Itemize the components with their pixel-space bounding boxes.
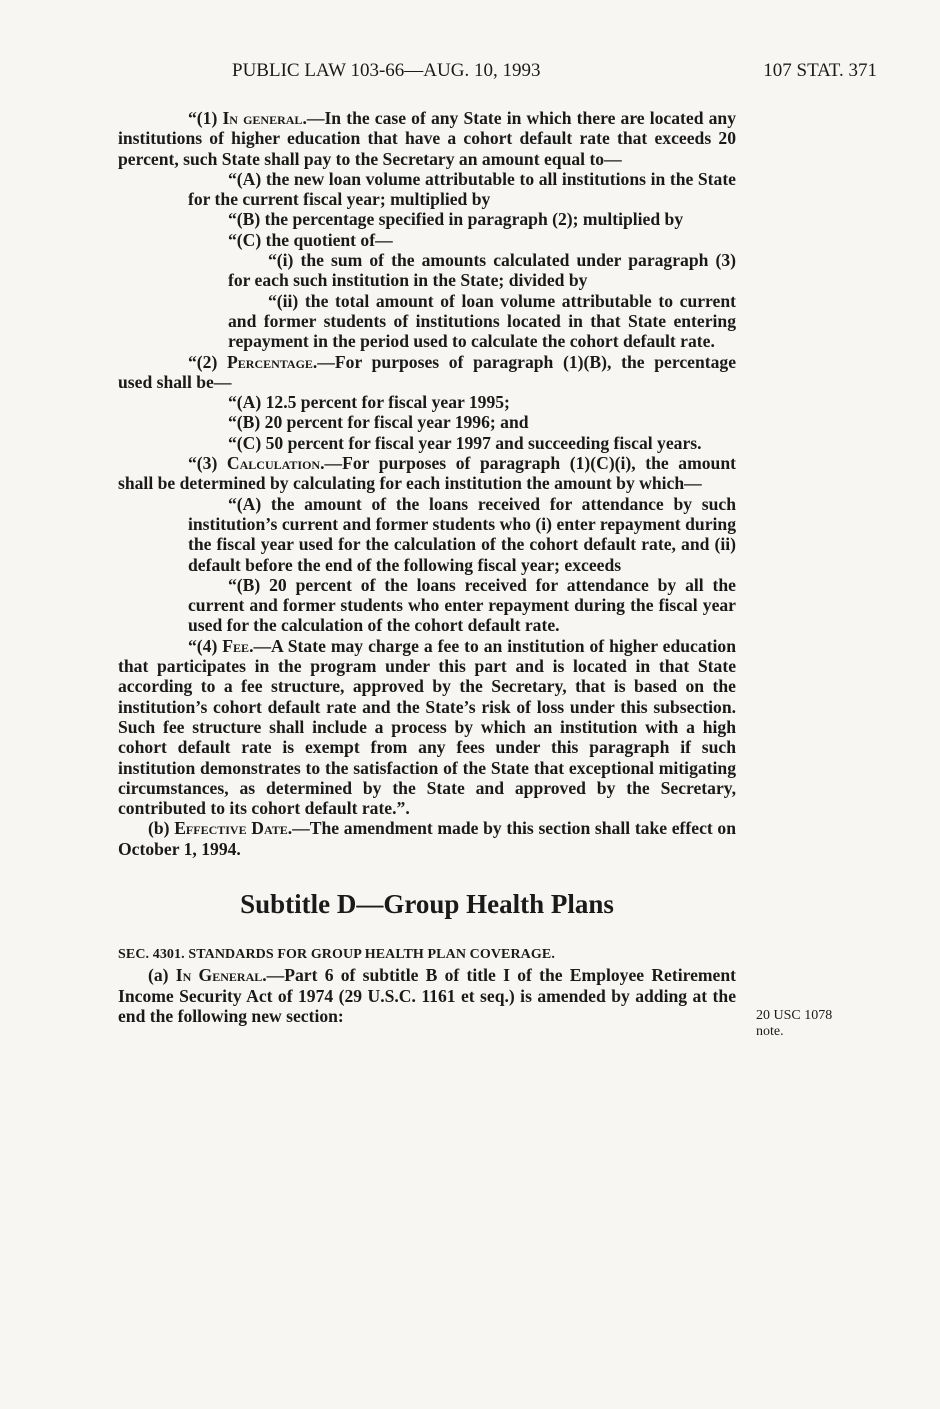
paragraph-2: “(2) Percentage.—For purposes of paragraph (1)(B), the percentage used shall be— (118, 351, 737, 392)
paragraph-3: “(3) Calculation.—For purposes of paragraph (1)(C)(i), the amount shall be determined by calculating for each institution the amount by which— (118, 453, 736, 494)
header-stat-page: 107 STAT. 371 (763, 60, 877, 81)
paragraph-3-b: “(B) 20 percent of the loans received for attendance by all the current and former students who enter repayment during the fiscal year used for the calculation of the cohort default rate. (188, 574, 736, 636)
paragraph-1-c-ii: “(ii) the total amount of loan volume attributable to current and former students of institutions located in that State entering repayment in the period used to calculate the cohort default rate. (228, 290, 736, 352)
paragraph-3-a: “(A) the amount of the loans received for attendance by such institution’s current and former students who (i) enter repayment during the fiscal year used for the calculation of the cohort default rate, and (ii) default before the end of the following fiscal year; exceeds (188, 493, 736, 575)
paragraph-1-heading: In general (222, 108, 303, 128)
paragraph-2-b: “(B) 20 percent for fiscal year 1996; and (228, 412, 529, 433)
margin-note-line-2: note. (756, 1024, 784, 1039)
paragraph-2-heading: Percentage (227, 351, 313, 372)
paragraph-2-c: “(C) 50 percent for fiscal year 1997 and succeeding fiscal years. (228, 432, 702, 453)
paragraph-4-heading: Fee (222, 635, 250, 656)
paragraph-1: “(1) In general.—In the case of any State in which there are located any institutions of higher education that have a cohort default rate that exceeds 20 percent, such State shall pay to the Secretary an amount equal to— (118, 108, 736, 169)
paragraph-3-heading: Calculation (226, 453, 321, 474)
paragraph-1-a: “(A) the new loan volume attributable to all institutions in the State for the current fiscal year; multiplied by (188, 168, 736, 210)
paragraph-2-a: “(A) 12.5 percent for fiscal year 1995; (228, 392, 510, 413)
paragraph-1-b: “(B) the percentage specified in paragraph (2); multiplied by (228, 209, 684, 230)
paragraph-1-c: “(C) the quotient of— (228, 229, 393, 250)
margin-note-line-1: 20 USC 1078 (756, 1008, 833, 1023)
paragraph-4: “(4) Fee.—A State may charge a fee to an institution of higher education that participates in the program under this part and is located in that State according to a fee structure, approved by the Secretary, that is based on the institution’s cohort default rate and the State’s risk of loss under this subsection. Such fee structure shall include a process by which an institution with a high cohort default rate is exempt from any fees under this paragraph if such institution demonstrates to the satisfaction of the State that exceptional mitigating circumstances, as determined by the State and approved by the Secretary, contributed to its cohort default rate.”. (118, 635, 736, 819)
subsection-a-heading: In General (175, 965, 263, 986)
body-text (118, 108, 736, 1026)
paragraph-1-c-i: “(i) the sum of the amounts calculated under paragraph (3) for each such institution in the State; divided by (228, 250, 736, 291)
header-title: PUBLIC LAW 103-66—AUG. 10, 1993 (232, 60, 541, 81)
subsection-a: (a) In General.—Part 6 of subtitle B of title I of the Employee Retirement Income Security Act of 1974 (29 U.S.C. 1161 et seq.) is amended by adding at the end the following new section: (118, 965, 737, 1026)
subsection-b-heading: Effective Date (174, 818, 288, 839)
subtitle-heading: Subtitle D—Group Health Plans (240, 888, 614, 919)
subsection-b: (b) Effective Date.—The amendment made by this section shall take effect on October 1, 1994. (118, 818, 737, 859)
margin-citation-note (756, 1008, 832, 1040)
section-heading: SEC. 4301. STANDARDS FOR GROUP HEALTH PLAN COVERAGE. (118, 946, 555, 962)
